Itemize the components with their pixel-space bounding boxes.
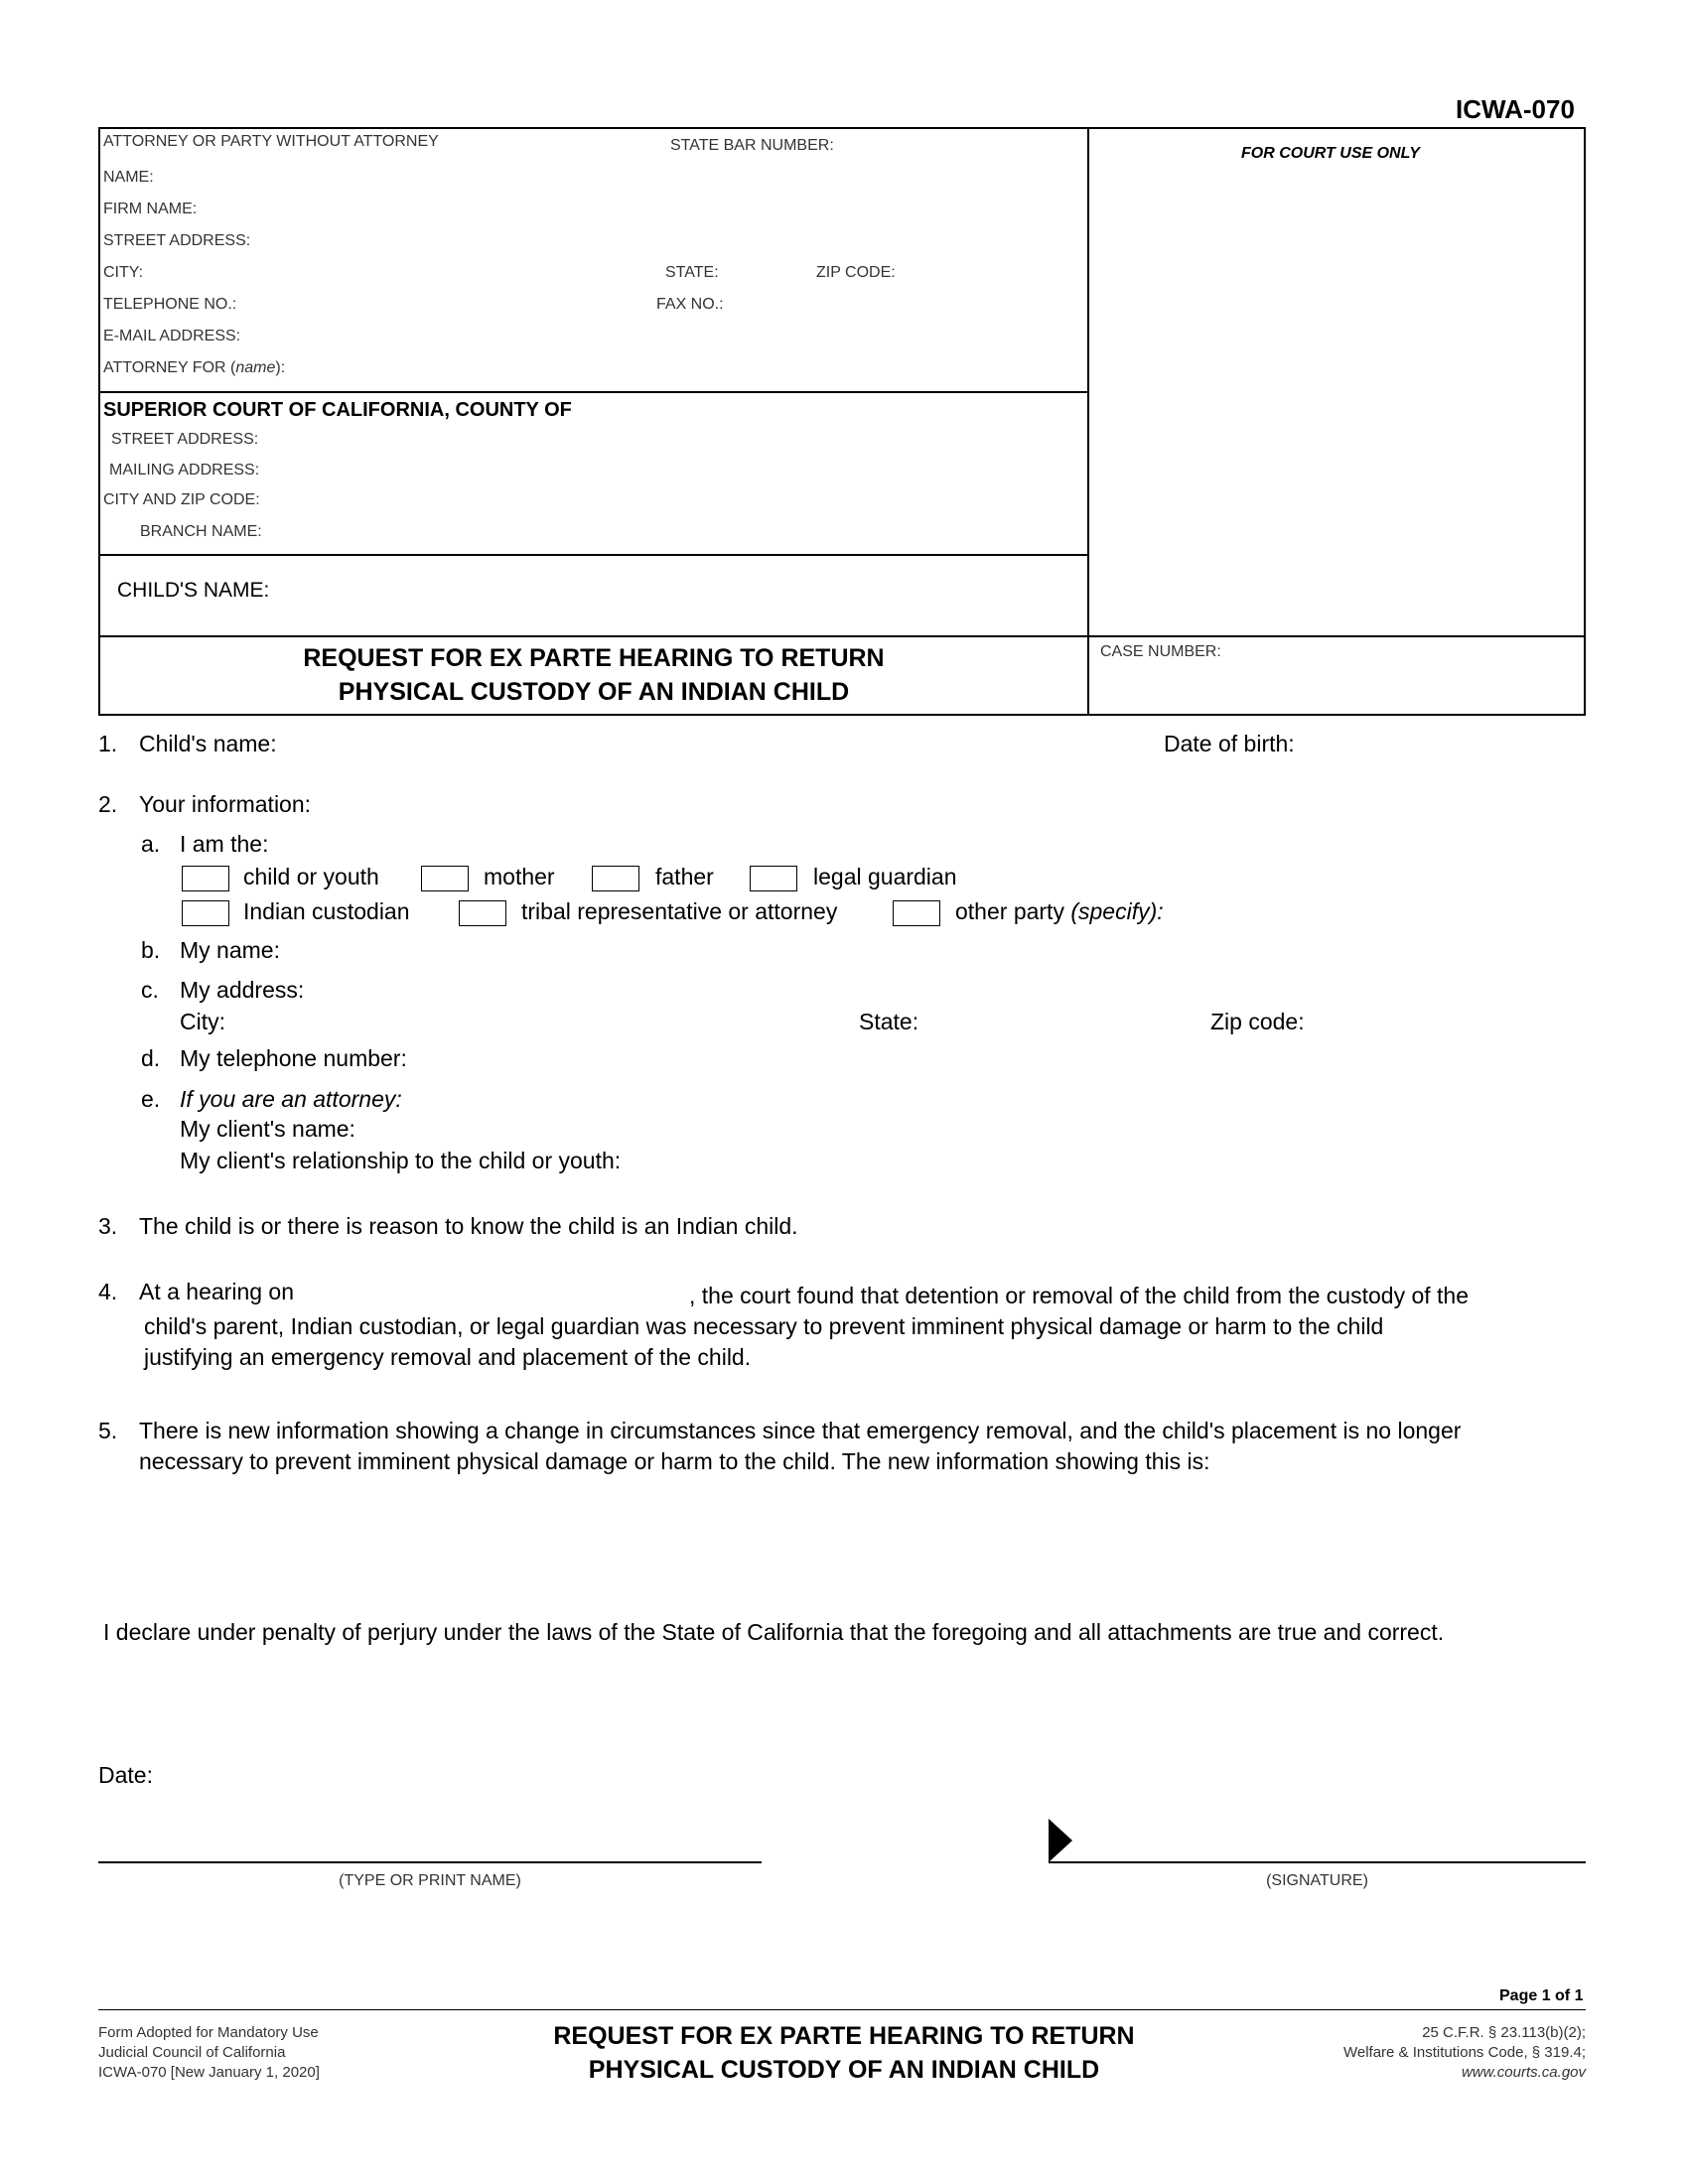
option-other-party: other party (specify): (955, 898, 1164, 924)
item-2c-letter: c. (141, 977, 159, 1003)
date-label: Date: (98, 1762, 153, 1788)
street-label: STREET ADDRESS: (103, 232, 251, 249)
item-5-line1: There is new information showing a change in circumstances since that emergency removal, and the child's placement is no longer (139, 1418, 1462, 1443)
court-mailing-label: MAILING ADDRESS: (109, 462, 260, 478)
name-label: NAME: (103, 169, 154, 186)
item-4-line3: justifying an emergency removal and placement of the child. (144, 1344, 752, 1370)
state-bar-label: STATE BAR NUMBER: (670, 137, 834, 154)
footer-left: Form Adopted for Mandatory Use Judicial Council of California ICWA-070 [New January 1, 2020] (98, 2024, 320, 2081)
footer-right: 25 C.F.R. § 23.113(b)(2); Welfare & Institutions Code, § 319.4; www.courts.ca.gov (1342, 2024, 1586, 2081)
declaration: I declare under penalty of perjury under the laws of the State of California that the foregoing and all attachments are true and correct. (103, 1619, 1445, 1645)
email-label: E-MAIL ADDRESS: (103, 328, 241, 344)
form-number: ICWA-070 (1456, 94, 1575, 124)
checkbox-indian-custodian[interactable] (182, 900, 229, 926)
option-child-or-youth: child or youth (243, 864, 379, 889)
attorney-label: ATTORNEY OR PARTY WITHOUT ATTORNEY (103, 133, 439, 150)
item-1-dob: Date of birth: (1164, 731, 1295, 756)
item-4-line1: , the court found that detention or removal of the child from the custody of the (689, 1283, 1470, 1308)
item-2d-letter: d. (141, 1045, 161, 1071)
item-4-number: 4. (98, 1279, 118, 1304)
signature-arrow-icon (1049, 1819, 1072, 1862)
courts-website-link[interactable]: www.courts.ca.gov (1461, 2064, 1586, 2081)
item-2c-label: My address: (180, 977, 305, 1003)
item-2c-city: City: (180, 1009, 225, 1034)
childs-name-label: CHILD'S NAME: (117, 579, 270, 602)
phone-label: TELEPHONE NO.: (103, 296, 237, 313)
item-3-number: 3. (98, 1213, 118, 1239)
court-city-label: CITY AND ZIP CODE: (103, 491, 260, 508)
checkbox-mother[interactable] (421, 866, 469, 891)
checkbox-legal-guardian[interactable] (750, 866, 797, 891)
item-1-number: 1. (98, 731, 118, 756)
zip-label: ZIP CODE: (816, 264, 896, 281)
signature-line[interactable] (1049, 1861, 1586, 1863)
form-title: REQUEST FOR EX PARTE HEARING TO RETURN PHYSICAL CUSTODY OF AN INDIAN CHILD (303, 644, 885, 706)
fax-label: FAX NO.: (656, 296, 724, 313)
option-legal-guardian: legal guardian (813, 864, 957, 889)
option-indian-custodian: Indian custodian (243, 898, 410, 924)
court-use-label: FOR COURT USE ONLY (1241, 145, 1420, 162)
item-2-label: Your information: (139, 791, 312, 817)
item-1-childs-name: Child's name: (139, 731, 277, 756)
item-2c-state: State: (859, 1009, 919, 1034)
item-2e-label: If you are an attorney: (180, 1086, 402, 1112)
attorney-for-label: ATTORNEY FOR (name): (103, 359, 286, 376)
option-father: father (655, 864, 714, 889)
city-label: CITY: (103, 264, 144, 281)
case-number-label: CASE NUMBER: (1100, 643, 1221, 660)
item-2-number: 2. (98, 791, 118, 817)
checkbox-child-or-youth[interactable] (182, 866, 229, 891)
option-mother: mother (484, 864, 555, 889)
attorney-box (98, 127, 1089, 393)
item-4-line2: child's parent, Indian custodian, or legal guardian was necessary to prevent imminent physical damage or harm to the child (144, 1313, 1384, 1339)
signature-caption: (SIGNATURE) (1266, 1872, 1368, 1889)
court-branch-label: BRANCH NAME: (140, 523, 262, 540)
item-4-lead: At a hearing on (139, 1279, 295, 1304)
item-2e-client-relationship: My client's relationship to the child or youth: (180, 1148, 622, 1173)
print-name-line[interactable] (98, 1861, 762, 1863)
page-number: Page 1 of 1 (1499, 1987, 1584, 2004)
item-2a-label: I am the: (180, 831, 269, 857)
item-5-number: 5. (98, 1418, 118, 1443)
item-2d-label: My telephone number: (180, 1045, 407, 1071)
item-3-text: The child is or there is reason to know the child is an Indian child. (139, 1213, 798, 1239)
item-5-line2: necessary to prevent imminent physical damage or harm to the child. The new information showing this is: (139, 1448, 1210, 1474)
item-2e-letter: e. (141, 1086, 161, 1112)
state-label: STATE: (665, 264, 719, 281)
item-2b-letter: b. (141, 937, 161, 963)
court-title: SUPERIOR COURT OF CALIFORNIA, COUNTY OF (103, 399, 572, 421)
checkbox-father[interactable] (592, 866, 639, 891)
checkbox-tribal-representative[interactable] (459, 900, 506, 926)
firm-label: FIRM NAME: (103, 201, 198, 217)
item-2e-client-name: My client's name: (180, 1116, 355, 1142)
item-2a-letter: a. (141, 831, 161, 857)
footer-title: REQUEST FOR EX PARTE HEARING TO RETURN PHYSICAL CUSTODY OF AN INDIAN CHILD (553, 2022, 1135, 2084)
print-name-caption: (TYPE OR PRINT NAME) (339, 1872, 521, 1889)
court-street-label: STREET ADDRESS: (111, 431, 259, 448)
item-2c-zip: Zip code: (1210, 1009, 1305, 1034)
option-tribal-representative: tribal representative or attorney (521, 898, 838, 924)
checkbox-other-party[interactable] (893, 900, 940, 926)
court-use-box (1087, 127, 1586, 637)
item-2b-label: My name: (180, 937, 280, 963)
footer-divider (98, 2009, 1586, 2010)
